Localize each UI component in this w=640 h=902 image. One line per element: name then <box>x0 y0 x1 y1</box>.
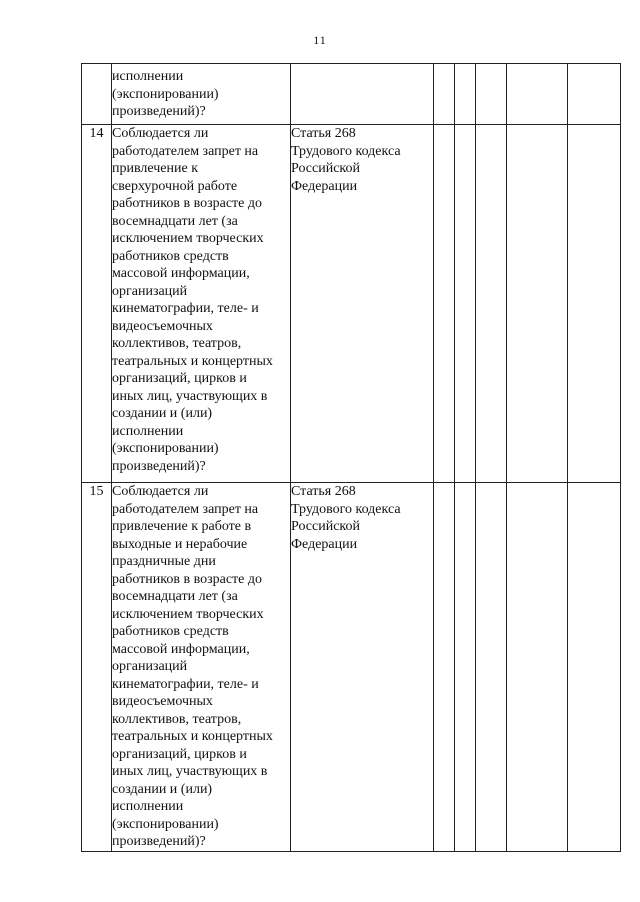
answer-cell <box>455 125 476 483</box>
answer-cell <box>507 125 568 483</box>
question-text: Соблюдается ли работодателем запрет на привлечение к работе в выходные и нерабочие праздничные дни работников в возрасте до восемнадцати лет (за исключением творческих работников средств массовой информации, организаций кинематографии, теле- и видеосъемочных коллективов, театров, театральных и концертных организаций, цирков и иных лиц, участвующих в создании и (или) исполнении (экспонировании) произведений)? <box>112 484 273 849</box>
question-text: исполнении (экспонировании) произведений)? <box>112 69 219 119</box>
table-row <box>82 483 621 852</box>
row-number: 15 <box>82 483 112 852</box>
answer-cell <box>476 483 507 852</box>
legal-basis-cell <box>291 64 434 125</box>
answer-cell <box>455 64 476 125</box>
page-number: 11 <box>313 33 327 47</box>
legal-basis-cell <box>291 483 434 852</box>
answer-cell <box>568 483 621 852</box>
row-number: 14 <box>82 125 112 483</box>
legal-basis-text: Статья 268 Трудового кодекса Российской Федерации <box>291 484 401 552</box>
question-text: Соблюдается ли работодателем запрет на привлечение к сверхурочной работе работников в возрасте до восемнадцати лет (за исключением творческих работников средств массовой информации, организаций кинематографии, теле- и видеосъемочных коллективов, театров, театральных и концертных организаций, цирков и иных лиц, участвующих в создании и (или) исполнении (экспонировании) произведений)? <box>112 126 273 474</box>
answer-cell <box>476 125 507 483</box>
answer-cell <box>455 483 476 852</box>
answer-cell <box>568 64 621 125</box>
legal-basis-cell <box>291 125 434 483</box>
answer-cell <box>507 483 568 852</box>
question-cell <box>112 483 291 852</box>
answer-cell <box>434 125 455 483</box>
question-cell <box>112 64 291 125</box>
checklist-table <box>81 63 621 852</box>
answer-cell <box>507 64 568 125</box>
answer-cell <box>434 483 455 852</box>
answer-cell <box>434 64 455 125</box>
answer-cell <box>568 125 621 483</box>
table-row <box>82 64 621 125</box>
legal-basis-text: Статья 268 Трудового кодекса Российской Федерации <box>291 126 401 194</box>
answer-cell <box>476 64 507 125</box>
question-cell <box>112 125 291 483</box>
row-number <box>82 64 112 125</box>
table-row <box>82 125 621 483</box>
